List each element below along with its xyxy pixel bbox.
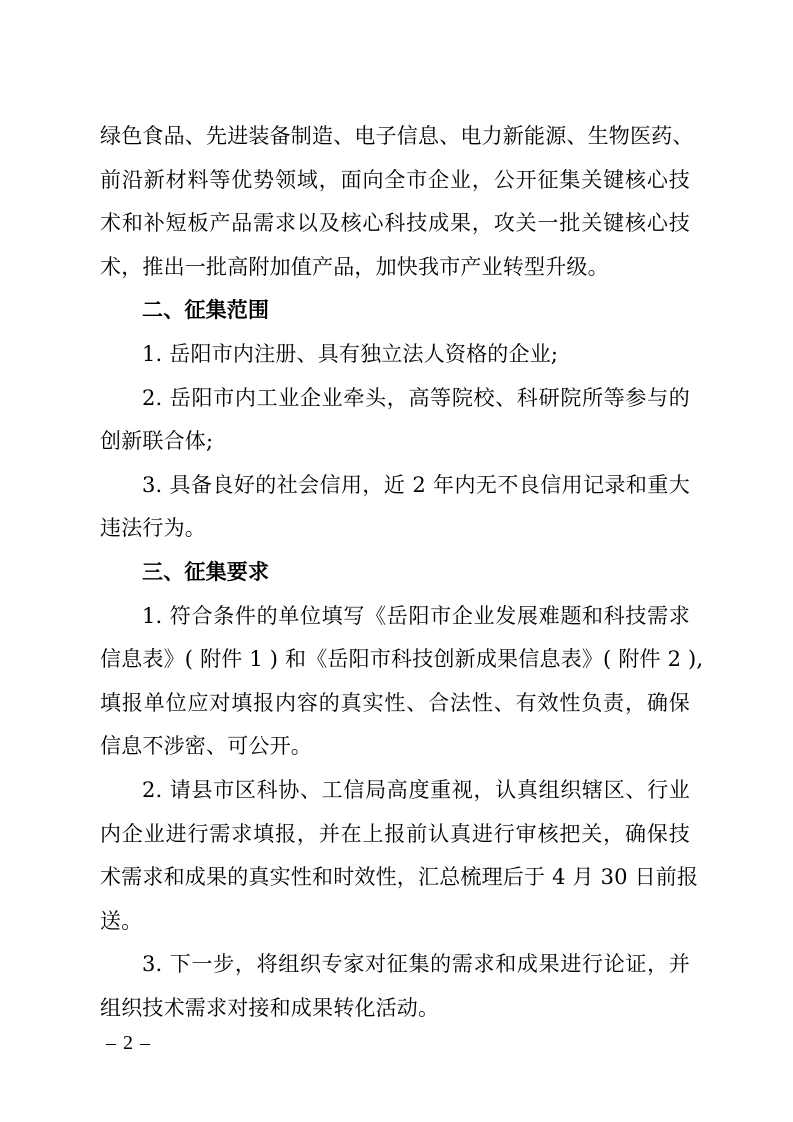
list-item-line: 1. 符合条件的单位填写《岳阳市企业发展难题和科技需求 (142, 603, 690, 628)
paragraph-line: 术，推出一批高附加值产品，加快我市产业转型升级。 (100, 254, 609, 279)
paragraph-line: 前沿新材料等优势领域，面向全市企业，公开征集关键核心技 (100, 167, 690, 192)
section-heading: 二、征集范围 (142, 298, 270, 323)
list-item-line: 信息表》( 附件 1 ) 和《岳阳市科技创新成果信息表》( 附件 2 ), (100, 647, 704, 672)
list-item-line: 1. 岳阳市内注册、具有独立法人资格的企业; (142, 341, 559, 366)
list-item-line: 2. 岳阳市内工业企业牵头，高等院校、科研院所等参与的 (142, 385, 690, 410)
list-item-line: 组织技术需求对接和成果转化活动。 (100, 995, 440, 1020)
list-item-line: 内企业进行需求填报，并在上报前认真进行审核把关，确保技 (100, 821, 690, 846)
list-item-line: 3. 下一步，将组织专家对征集的需求和成果进行论证，并 (142, 952, 690, 977)
list-item-line: 2. 请县市区科协、工信局高度重视，认真组织辖区、行业 (142, 777, 690, 802)
paragraph-line: 绿色食品、先进装备制造、电子信息、电力新能源、生物医药、 (100, 124, 694, 148)
list-item-line: 创新联合体; (100, 429, 214, 454)
list-item-line: 填报单位应对填报内容的真实性、合法性、有效性负责，确保 (100, 690, 690, 715)
list-item-line: 信息不涉密、可公开。 (100, 734, 312, 759)
section-heading: 三、征集要求 (142, 559, 270, 584)
document-body (100, 115, 704, 1030)
list-item-line: 送。 (100, 908, 143, 933)
list-item-line: 术需求和成果的真实性和时效性，汇总梳理后于 4 月 30 日前报 (100, 865, 699, 890)
page-number: – 2 – (106, 1032, 151, 1054)
list-item-line: 3. 具备良好的社会信用，近 2 年内无不良信用记录和重大 (142, 472, 690, 497)
paragraph-line: 术和补短板产品需求以及核心科技成果，攻关一批关键核心技 (100, 211, 690, 236)
list-item-line: 违法行为。 (100, 516, 206, 541)
